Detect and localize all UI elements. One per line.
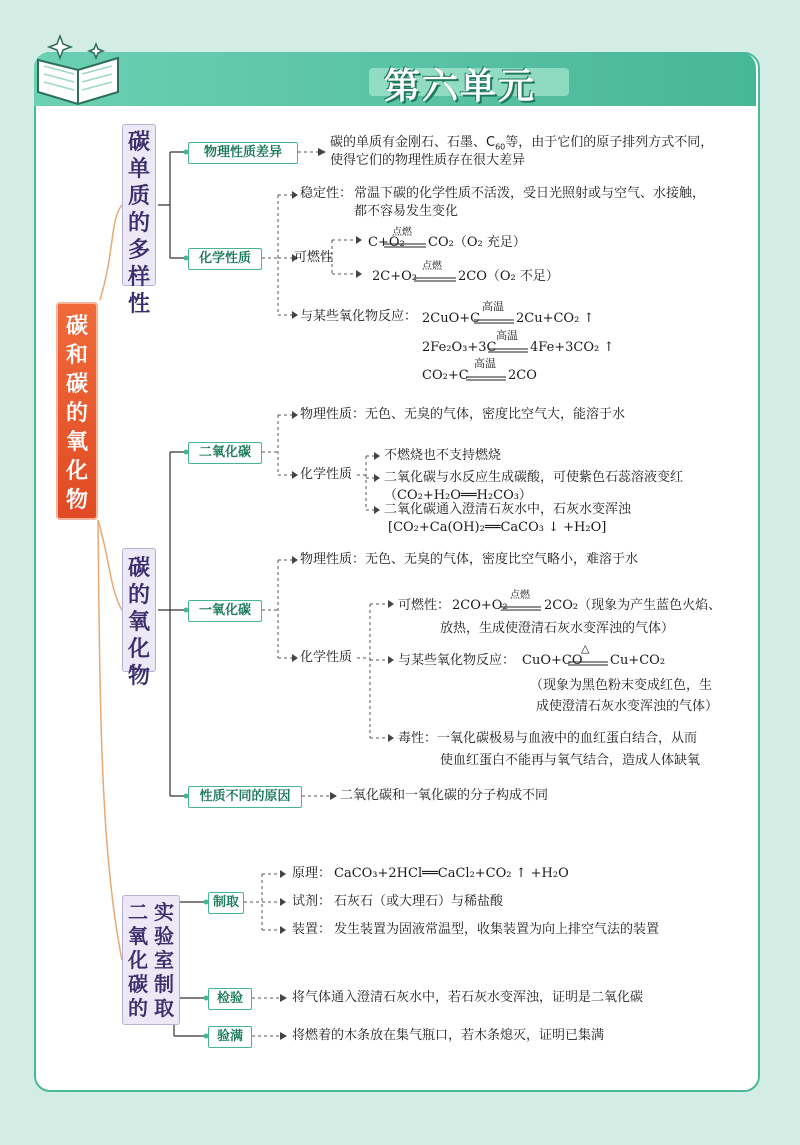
branch-co: 一氧化碳: [188, 600, 262, 622]
section-lab-preparation: [122, 895, 180, 1025]
lab-prep-label-col2: 实验室制取: [154, 900, 174, 1020]
co-toxicity-line2: 使血红蛋白不能再与氧气结合，造成人体缺氧: [440, 753, 701, 768]
eq2-condition: 点燃: [422, 261, 442, 272]
branch-test: 检验: [208, 988, 252, 1010]
co-comb-text2: 放热，生成使澄清石灰水变浑浊的气体）: [440, 621, 675, 636]
eq4-left: 2Fe₂O₃+3C: [422, 340, 497, 355]
co2-chem-3: （CO₂+H₂O══H₂CO₃）: [384, 488, 532, 503]
eq4-condition: 高温: [496, 329, 518, 342]
co-comb-left: 2CO+O₂: [452, 598, 508, 613]
eq2-left: 2C+O₂: [372, 269, 417, 284]
eq5-left: CO₂+C: [422, 368, 469, 383]
stability-text-line1: 常温下碳的化学性质不活泼，受日光照射或与空气、水接触，: [354, 186, 706, 201]
branch-full-check: 验满: [208, 1026, 252, 1048]
stability-label: 稳定性：: [300, 186, 353, 201]
co2-chem-4: 二氧化碳通入澄清石灰水中，石灰水变浑浊: [384, 502, 632, 517]
co-ox-text1: （现象为黑色粉末变成红色，生: [530, 678, 713, 693]
section-carbon-oxides: 碳的氧化物: [122, 548, 156, 672]
principle-label: 原理：: [292, 866, 332, 881]
eq1-condition: 点燃: [392, 227, 412, 238]
co-physical: 物理性质：无色、无臭的气体，密度比空气略小，难溶于水: [300, 552, 639, 567]
eq3-condition: 高温: [482, 300, 504, 313]
difference-reason-text: 二氧化碳和一氧化碳的分子构成不同: [340, 788, 549, 803]
co-comb-condition: 点燃: [510, 590, 530, 601]
root-topic: 碳和碳的氧化物: [56, 302, 98, 520]
co-chemical-label: 化学性质: [300, 650, 353, 665]
co-ox-text2: 成使澄清石灰水变浑浊的气体）: [536, 699, 719, 714]
co2-physical: 物理性质：无色、无臭的气体，密度比空气大，能溶于水: [300, 407, 626, 422]
reagent-text: 石灰石（或大理石）与稀盐酸: [334, 894, 504, 909]
eq5-right: 2CO: [508, 368, 537, 383]
eq1-left: C+O₂: [368, 235, 405, 250]
lab-prep-label-col1: 二氧化碳的: [128, 900, 148, 1020]
co-ox-label: 与某些氧化物反应：: [398, 653, 516, 668]
co2-chem-2: 二氧化碳与水反应生成碳酸，可使紫色石蕊溶液变红: [384, 470, 684, 485]
eq3-left: 2CuO+C: [422, 311, 481, 326]
full-check-text: 将燃着的木条放在集气瓶口，若木条熄灭，证明已集满: [292, 1028, 605, 1043]
co2-chem-1: 不燃烧也不支持燃烧: [384, 448, 502, 463]
co2-chemical-label: 化学性质: [300, 467, 353, 482]
co2-chem-5: [CO₂+Ca(OH)₂══CaCO₃ ↓ +H₂O]: [388, 520, 607, 535]
eq4-right: 4Fe+3CO₂ ↑: [530, 340, 615, 355]
reagent-label: 试剂：: [292, 894, 332, 909]
test-text: 将气体通入澄清石灰水中，若石灰水变浑浊，证明是二氧化碳: [292, 990, 644, 1005]
branch-chemical-property: 化学性质: [188, 248, 262, 270]
co-comb-label: 可燃性：: [398, 598, 451, 613]
device-label: 装置：: [292, 922, 332, 937]
co-ox-right: Cu+CO₂: [610, 653, 666, 668]
branch-physical-difference: 物理性质差异: [188, 142, 298, 164]
branch-co2: 二氧化碳: [188, 442, 262, 464]
co-comb-right: 2CO₂（现象为产生蓝色火焰、: [544, 598, 722, 613]
allotrope-text-line1: 碳的单质有金刚石、石墨、$C_{60}$等，由于它们的原子排列方式不同，: [330, 135, 714, 152]
allotrope-text-line2: 使得它们的物理性质存在很大差异: [330, 153, 526, 168]
eq5-condition: 高温: [474, 357, 496, 370]
device-text: 发生装置为固液常温型，收集装置为向上排空气法的装置: [334, 922, 660, 937]
oxide-reaction-label: 与某些氧化物反应：: [300, 309, 418, 324]
eq1-right: CO₂（O₂ 充足）: [428, 235, 526, 250]
stability-text-line2: 都不容易发生变化: [354, 204, 459, 219]
eq3-right: 2Cu+CO₂ ↑: [516, 311, 595, 326]
co-ox-left: CuO+CO: [522, 653, 583, 668]
section-carbon-allotropes: 碳单质的多样性: [122, 124, 156, 286]
page-title: 第六单元: [384, 66, 537, 107]
combustibility-label: 可燃性: [294, 250, 334, 265]
branch-property-difference: 性质不同的原因: [188, 786, 302, 808]
co-toxicity-line1: 毒性：一氧化碳极易与血液中的血红蛋白结合，从而: [398, 731, 698, 746]
principle-equation: CaCO₃+2HCl══CaCl₂+CO₂ ↑ +H₂O: [334, 866, 569, 881]
eq2-right: 2CO（O₂ 不足）: [458, 269, 559, 284]
branch-preparation: 制取: [208, 892, 244, 914]
co-ox-condition: △: [581, 642, 590, 655]
